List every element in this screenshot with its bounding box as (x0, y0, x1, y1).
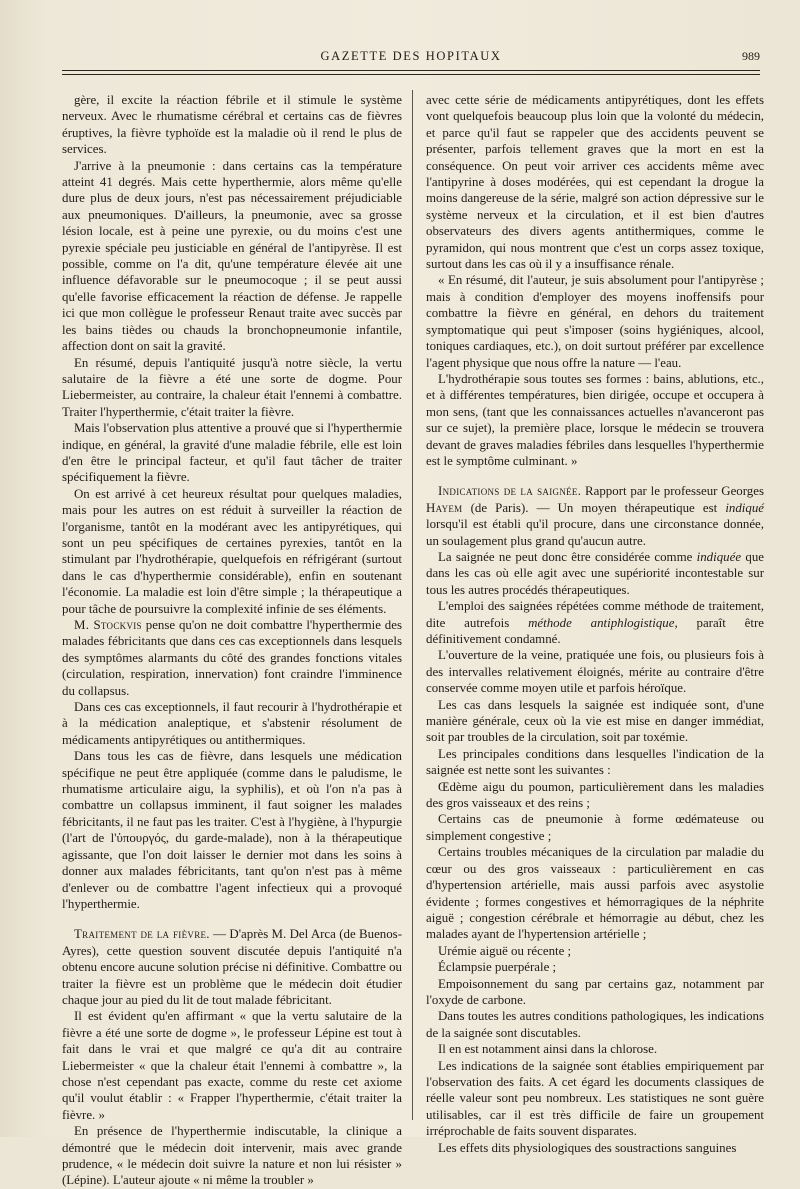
paragraph-text: Œdème aigu du poumon, particulièrement dans les maladies des gros vaisseaux et des reins ; (426, 779, 764, 811)
paragraph-text: pense qu'on ne doit combattre l'hyperthermie des malades fébricitants que dans ces cas exceptionnels dans lesquels des symptômes alarmants du côté des grandes fonctions vitales (circulation, respiration, innervation) font craindre l'imminence du collapsus. (62, 618, 402, 698)
paragraph-text: Certains troubles mécaniques de la circulation par maladie du cœur ou des gros vaisseaux : particulièrement en cas d'hypertension artérielle, mais aussi parfois avec asystolie évidente ; formes congestives et hémorragiques de la néphrite aiguë ; congestion cérébrale et hémorragie au début, chez les malades ayant de l'hypertension artérielle ; (426, 845, 764, 942)
paragraph (62, 420, 402, 486)
column-divider (412, 90, 413, 1120)
paragraph (426, 1140, 764, 1156)
paragraph (62, 926, 402, 1008)
header-rule-thin (62, 74, 760, 75)
section-heading: M. Stockvis (74, 618, 142, 632)
paragraph (426, 959, 764, 975)
paragraph-text: Dans toutes les autres conditions pathologiques, les indications de la saignée sont discutables. (426, 1009, 764, 1040)
paragraph (426, 1041, 764, 1057)
paragraph-text: On est arrivé à cet heureux résultat pour quelques maladies, mais pour les autres on est réduit à surveiller la réaction de l'organisme, tantôt en la modérant avec les antipyrétiques, qui sont un peu spécifiques de certaines pyrexies, tantôt en la stimulant par l'hydrothérapie, quelquefois en réfrigérant (surtout dans le cas d'hyperthermie considérable), enfin en soutenant l'économie. La maladie est loin d'être simple ; la thérapeutique a pour tâche de poursuivre la complexité infinie de ses éléments. (62, 486, 402, 616)
section-heading: Indications de la saignée. (438, 484, 582, 499)
paragraph (426, 943, 764, 959)
paragraph-text: Urémie aiguë ou récente ; (438, 943, 572, 958)
journal-title: GAZETTE DES HOPITAUX (320, 49, 502, 63)
paragraph-text: gère, il excite la réaction fébrile et il stimule le système nerveux. Avec le rhumatisme cérébral et certains cas de fièvres éruptives, la fièvre typhoïde est la maladie où il rend le plus de services. (62, 93, 402, 157)
paragraph (426, 976, 764, 1009)
emphasis-text: méthode antiphlogistique (528, 615, 675, 630)
paragraph (426, 844, 764, 942)
paragraph (62, 1008, 402, 1123)
paragraph (62, 92, 402, 158)
paragraph-text: Les cas dans lesquels la saignée est indiquée sont, d'une manière générale, ceux où la vie est mise en danger immédiat, soit par troubles de la circulation, soit par toxémie. (426, 697, 764, 745)
paragraph-text: Les effets dits physiologiques des soustractions sanguines (438, 1140, 737, 1155)
left-column (62, 92, 402, 1188)
paragraph-text: Les indications de la saignée sont établies empiriquement par l'observation des faits. A cet égard les documents classiques de réelle valeur sont peu nombreux. Les statistiques ne sont guère utilisables, car il est très difficile de faire un groupement irréprochable de faits souvent disparates. (426, 1058, 764, 1139)
paragraph-text: La saignée ne peut donc être considérée comme (438, 549, 697, 564)
paragraph (426, 647, 764, 696)
paragraph-text: avec cette série de médicaments antipyrétiques, dont les effets vont quelquefois beaucoup plus loin que la volonté du médecin, et parce qu'il faut se rappeler que des accidents peuvent se présenter, parfois tellement graves que la mort en est la conséquence. On peut voir arriver ces accidents même avec l'antipyrine à doses modérées, qui est cependant la drogue la moins dangereuse de la série, malgré son action dépressive sur le système nerveux et la circulation, et il est bien d'autres observateurs des divers agents antithermiques, comme le pyramidon, qui nous montrent que c'est un corps assez toxique, surtout dans les cas où il y a insuffisance rénale. (426, 93, 764, 272)
paragraph-text: Rapport par le professeur Georges (581, 484, 764, 499)
paragraph (62, 1123, 402, 1189)
paragraph (62, 748, 402, 912)
paragraph (62, 699, 402, 748)
paragraph (62, 355, 402, 421)
emphasis-text: indiqué (725, 500, 764, 515)
paragraph-text: En présence de l'hyperthermie indiscutable, la clinique a démontré que le médecin doit intervenir, mais avec grande prudence, « le médecin doit suivre la nature et non lui résister » (Lépine). L'auteur ajoute « ni même la troubler » (62, 1124, 402, 1188)
paragraph-text: Mais l'observation plus attentive a prouvé que si l'hyperthermie indique, en général, la gravité d'une maladie fébrile, elle est loin d'en être le principal facteur, et qu'il faut tâcher de traiter spécifiquement la fièvre. (62, 421, 402, 485)
paragraph-text: , paraît être définitivement condamné. (426, 615, 765, 646)
paragraph-text: L'ouverture de la veine, pratiquée une fois, ou plusieurs fois à des intervalles relativement éloignés, mérite au contraire d'être conservée comme moyen utile et parfois héroïque. (426, 648, 764, 696)
paragraph (426, 92, 764, 272)
paragraph-text: Certains cas de pneumonie à forme œdémateuse ou simplement congestive ; (426, 812, 764, 843)
paragraph (62, 486, 402, 617)
page-header (62, 47, 760, 69)
paragraph (426, 371, 764, 469)
paragraph (426, 272, 764, 370)
paragraph-text: — D'après M. Del Arca (de Buenos-Ayres), cette question souvent discutée depuis l'antiquité n'a obtenu encore aucune solution précise ni définitive. Combattre ou traiter la fièvre est un problème que le médecin doit étudier chaque jour au pied du lit de tout malade fébricitant. (62, 927, 402, 1007)
paragraph (426, 483, 764, 549)
paragraph-text: Dans ces cas exceptionnels, il faut recourir à l'hydrothérapie et à la médication analeptique, et s'abstenir résolument de médicaments antipyrétiques ou antithermiques. (62, 700, 402, 747)
paragraph-text: lorsqu'il est établi qu'il procure, dans une circonstance donnée, un soulagement plus grand qu'aucun autre. (426, 517, 764, 548)
paragraph-text: Il en est notamment ainsi dans la chlorose. (438, 1042, 658, 1057)
paragraph-text: Les principales conditions dans lesquelles l'indication de la saignée est nette sont les suivantes : (426, 746, 764, 778)
paragraph-text: Éclampsie puerpérale ; (438, 960, 557, 975)
paragraph (426, 1008, 764, 1041)
paragraph (426, 746, 764, 779)
paragraph (426, 549, 764, 598)
paragraph (426, 1058, 764, 1140)
paragraph-text: que dans les cas où elle agit avec une supériorité incontestable sur tous les autres procédés thérapeutiques. (426, 549, 764, 597)
paragraph-text: L'hydrothérapie sous toutes ses formes : bains, ablutions, etc., et à différentes températures, bien dirigée, occupe et occupera à mon sens, (tant que les connaissances actuelles n'avanceront pas sur ce sujet), la première place, lorsque le médecin se trouvera devant de graves maladies fébriles dans lesquelles l'hyperthermie est le symptôme culminant. » (426, 371, 764, 468)
paragraph-text: J'arrive à la pneumonie : dans certains cas la température atteint 41 degrés. Mais cette hyperthermie, alors même qu'elle dure plus de deux jours, n'est pas nécessairement préjudiciable aux pneumoniques. D'ailleurs, la pneumonie, avec sa grosse lésion locale, est à peine une pyrexie, ou du moins c'est une pyrexie spéciale peu justiciable en général de l'antipyrèse. Il est possible, comme on l'a dit, qu'une température élevée ait une influence défavorable sur le pneumocoque ; il se peut aussi qu'elle favorise efficacement la réaction de défense. Je rappelle ici que mon collègue le professeur Renaut traite avec succès par les bains tièdes ou chauds la bronchopneumonie infantile, affection dont on sait la gravité. (62, 158, 402, 354)
paragraph (426, 779, 764, 812)
header-rule-thick (62, 70, 760, 71)
paragraph-text: Dans tous les cas de fièvre, dans lesquels une médication spécifique ne peut être appliquée (comme dans le paludisme, le rhumatisme articulaire aigu, la syphilis), et où l'on n'a pas à combattre un collapsus imminent, il faut soigner les malades fébricitants, il ne faut pas les traiter. C'est à l'hygiène, à l'hypurgie (l'art de l'ὑπουργός, du garde-malade), non à la thérapeutique agissante, que l'on doit laisser le dernier mot dans les soins à donner aux malades fébricitants, tant qu'on n'est pas à même d'enlever ou de combattre l'agent infectieux qui a provoqué l'hyperthermie. (62, 749, 402, 911)
paragraph-text: « En résumé, dit l'auteur, je suis absolument pour l'antipyrèse ; mais à condition d'employer des moyens inoffensifs pour combattre la fièvre en général, en dehors du traitement symptomatique qui peut s'imposer (soins hygiéniques, alcool, toniques cardiaques, etc.), on doit surtout préférer par excellence l'agent physique que nous offre la nature — l'eau. (426, 273, 764, 370)
author-name: Hayem (426, 500, 463, 515)
paragraph (426, 697, 764, 746)
page-number: 989 (742, 49, 760, 63)
paragraph-text: En résumé, depuis l'antiquité jusqu'à notre siècle, la vertu salutaire de la fièvre a été une sorte de dogme. Pour Liebermeister, au contraire, la chaleur était l'ennemi à combattre. Traiter l'hyperthermie, c'était traiter la fièvre. (62, 355, 402, 419)
paragraph-text: Empoisonnement du sang par certains gaz, notamment par l'oxyde de carbone. (426, 976, 764, 1007)
paragraph (426, 598, 764, 647)
paragraph (62, 617, 402, 699)
right-column (426, 92, 765, 1155)
paragraph-text: Il est évident qu'en affirmant « que la vertu salutaire de la fièvre a été une sorte de dogme », le professeur Lépine est tout à fait dans le vrai et que malgré ce qu'a dit au contraire Liebermeister « que la chaleur était l'ennemi à combattre », la chose n'est cependant pas exacte, comme du reste cet axiome qu'il voulut établir : « Frapper l'hyperthermie, c'était traiter la fièvre. » (62, 1009, 402, 1122)
emphasis-text: indiquée (696, 549, 742, 564)
paragraph-text: L'emploi des saignées répétées comme méthode de traitement, dite autrefois (426, 599, 764, 630)
paragraph (62, 158, 402, 355)
paragraph (426, 811, 764, 844)
section-heading: Traitement de la fièvre. (74, 927, 210, 942)
paragraph-text: (de Paris). — Un moyen thérapeutique est (462, 500, 726, 515)
